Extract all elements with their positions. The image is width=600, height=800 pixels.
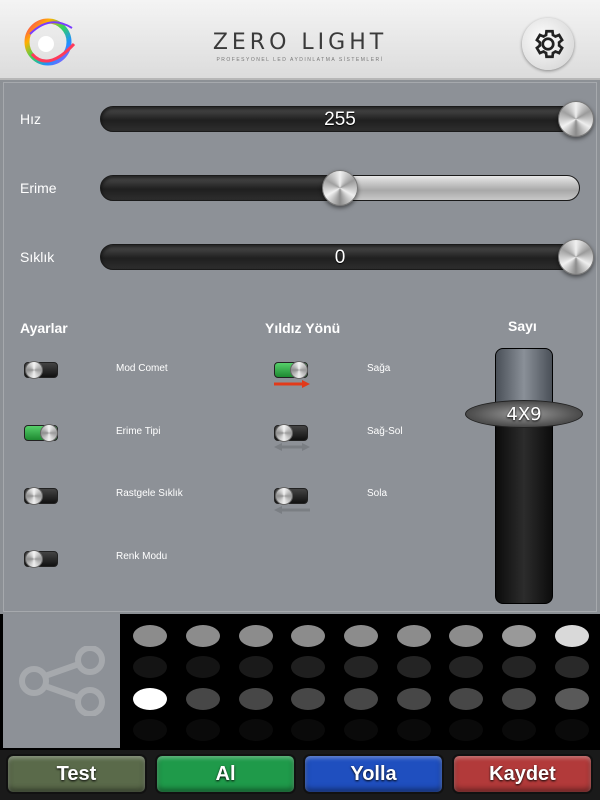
led-cell	[555, 656, 589, 678]
led-cell	[502, 656, 536, 678]
toggle-knob	[290, 361, 308, 379]
speed-slider-knob[interactable]	[558, 101, 594, 137]
share-button[interactable]	[3, 614, 120, 748]
save-button[interactable]: Kaydet	[452, 754, 593, 794]
arrow-left-icon	[274, 506, 310, 514]
toggle-knob	[275, 424, 293, 442]
led-cell	[502, 719, 536, 741]
toggle-erime-tipi[interactable]	[24, 425, 58, 441]
speed-slider[interactable]	[100, 106, 580, 132]
led-cell	[397, 625, 431, 647]
led-cell	[133, 688, 167, 710]
action-bar	[0, 750, 600, 800]
count-slider-knob[interactable]	[465, 400, 583, 428]
renk-modu-label: Renk Modu	[116, 551, 168, 562]
led-cell	[449, 656, 483, 678]
led-preview	[0, 614, 600, 750]
led-cell	[449, 719, 483, 741]
direction-title: Yıldız Yönü	[265, 320, 341, 336]
led-cell	[344, 656, 378, 678]
send-button[interactable]: Yolla	[303, 754, 444, 794]
fade-label: Erime	[20, 180, 57, 196]
led-cell	[133, 625, 167, 647]
density-value: 0	[334, 247, 346, 268]
led-cell	[397, 688, 431, 710]
erime-tipi-label: Erime Tipi	[116, 426, 161, 437]
led-cell	[344, 719, 378, 741]
led-cell	[555, 688, 589, 710]
toggle-mod-comet[interactable]	[24, 362, 58, 378]
led-cell	[397, 656, 431, 678]
led-cell	[555, 625, 589, 647]
toggle-renk-modu[interactable]	[24, 551, 58, 567]
led-cell	[555, 719, 589, 741]
led-cell	[449, 688, 483, 710]
speed-value: 255	[324, 109, 356, 130]
rastgele-siklik-label: Rastgele Sıklık	[116, 488, 183, 499]
brand	[180, 30, 420, 63]
arrow-both-icon	[274, 443, 310, 451]
led-cell	[239, 625, 273, 647]
count-slider[interactable]	[495, 348, 553, 604]
settings-button[interactable]	[522, 18, 574, 70]
brand-name: ZERO LIGHT	[212, 30, 388, 55]
fade-slider-knob[interactable]	[322, 170, 358, 206]
speed-label: Hız	[20, 111, 41, 127]
led-cell	[239, 719, 273, 741]
toggle-sola[interactable]	[274, 488, 308, 504]
led-cell	[291, 656, 325, 678]
led-cell	[133, 719, 167, 741]
led-cell	[133, 656, 167, 678]
led-cell	[186, 719, 220, 741]
led-cell	[344, 625, 378, 647]
toggle-knob	[25, 361, 43, 379]
toggle-knob	[40, 424, 58, 442]
led-cell	[502, 625, 536, 647]
settings-title: Ayarlar	[20, 320, 68, 336]
led-cell	[186, 688, 220, 710]
test-button[interactable]: Test	[6, 754, 147, 794]
rainbow-ring-logo-icon	[20, 14, 82, 70]
count-value: 4X9	[506, 403, 542, 425]
count-title: Sayı	[508, 318, 537, 334]
led-cell	[186, 656, 220, 678]
get-button[interactable]: Al	[155, 754, 296, 794]
toggle-knob	[25, 487, 43, 505]
led-cell	[291, 719, 325, 741]
share-icon	[14, 646, 110, 716]
led-cell	[344, 688, 378, 710]
saga-label: Sağa	[367, 363, 391, 374]
mod-comet-label: Mod Comet	[116, 363, 168, 374]
led-cell	[291, 625, 325, 647]
density-slider[interactable]	[100, 244, 580, 270]
led-cell	[449, 625, 483, 647]
toggle-knob	[25, 550, 43, 568]
led-cell	[397, 719, 431, 741]
toggle-sag-sol[interactable]	[274, 425, 308, 441]
toggle-saga[interactable]	[274, 362, 308, 378]
led-cell	[186, 625, 220, 647]
led-cell	[502, 688, 536, 710]
led-grid	[124, 620, 598, 746]
brand-subtitle: PROFESYONEL LED AYDINLATMA SİSTEMLERİ	[216, 57, 384, 63]
toggle-knob	[275, 487, 293, 505]
sag-sol-label: Sağ-Sol	[367, 426, 403, 437]
toggle-rastgele-siklik[interactable]	[24, 488, 58, 504]
header	[0, 0, 600, 80]
arrow-right-icon	[274, 380, 310, 388]
led-cell	[239, 656, 273, 678]
sola-label: Sola	[367, 488, 388, 499]
gear-icon	[530, 26, 566, 62]
led-cell	[291, 688, 325, 710]
led-cell	[239, 688, 273, 710]
density-label: Sıklık	[20, 249, 55, 265]
density-slider-knob[interactable]	[558, 239, 594, 275]
